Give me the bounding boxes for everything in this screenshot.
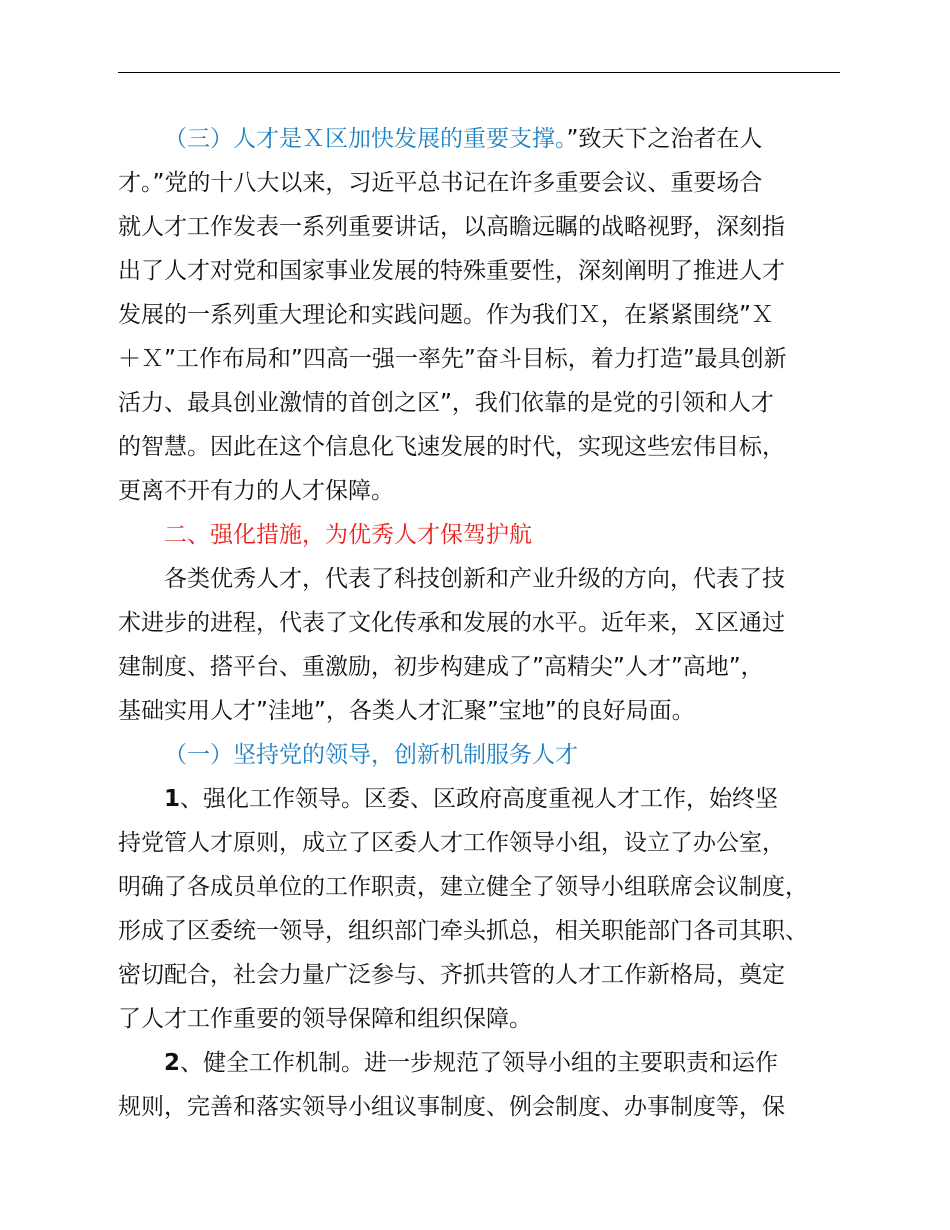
- paragraph-line: [118, 425, 843, 469]
- text-run: 出了人才对党和国家事业发展的特殊重要性，深刻阐明了推进人才: [118, 258, 785, 284]
- text-run: 、强化工作领导。区委、区政府高度重视人才工作，始终坚: [180, 786, 779, 812]
- paragraph-line: [118, 205, 843, 249]
- paragraph-line: [118, 513, 843, 557]
- item-number: 2: [164, 1050, 181, 1076]
- paragraph-line: [118, 909, 843, 953]
- paragraph-line: [118, 161, 843, 205]
- paragraph-line: [118, 249, 843, 293]
- paragraph-line: [118, 117, 843, 161]
- text-run: 、健全工作机制。进一步规范了领导小组的主要职责和运作: [180, 1050, 779, 1076]
- paragraph-line: [118, 381, 843, 425]
- text-run: ＋Ｘ”工作布局和”四高一强一率先”奋斗目标，着力打造”最具创新: [118, 346, 787, 372]
- paragraph-line: [118, 1085, 843, 1129]
- header-rule: [118, 72, 840, 73]
- text-run: 规则，完善和落实领导小组议事制度、例会制度、办事制度等，保: [118, 1094, 785, 1120]
- text-run: 建制度、搭平台、重激励，初步构建成了”高精尖”人才”高地”，: [118, 654, 764, 680]
- paragraph-line: [118, 601, 843, 645]
- text-run: 的智慧。因此在这个信息化飞速发展的时代，实现这些宏伟目标，: [118, 434, 785, 460]
- section-heading-red: 二、强化措施，为优秀人才保驾护航: [164, 522, 532, 548]
- paragraph-line: [118, 469, 843, 513]
- paragraph-line: [118, 1041, 843, 1085]
- paragraph-line: [118, 953, 843, 997]
- section-heading-blue: （一）坚持党的领导，创新机制服务人才: [164, 742, 578, 768]
- text-run: 更离不开有力的人才保障。: [118, 478, 394, 504]
- text-run: 形成了区委统一领导，组织部门牵头抓总，相关职能部门各司其职、: [118, 918, 808, 944]
- item-number: 1: [164, 786, 181, 812]
- paragraph-line: [118, 293, 843, 337]
- paragraph-line: [118, 645, 843, 689]
- paragraph-line: [118, 997, 843, 1041]
- text-run: 发展的一系列重大理论和实践问题。作为我们Ｘ，在紧紧围绕”Ｘ: [118, 302, 774, 328]
- text-run: 术进步的进程，代表了文化传承和发展的水平。近年来，Ｘ区通过: [118, 610, 785, 636]
- paragraph-line: [118, 821, 843, 865]
- text-run: 密切配合，社会力量广泛参与、齐抓共管的人才工作新格局，奠定: [118, 962, 785, 988]
- paragraph-line: [118, 337, 843, 381]
- paragraph-line: [118, 733, 843, 777]
- text-run: 就人才工作发表一系列重要讲话，以高瞻远瞩的战略视野，深刻指: [118, 214, 785, 240]
- document-body: [118, 117, 843, 1129]
- paragraph-line: [118, 689, 843, 733]
- text-run: 了人才工作重要的领导保障和组织保障。: [118, 1006, 532, 1032]
- section-heading-blue: （三）人才是Ｘ区加快发展的重要支撑。: [164, 126, 567, 152]
- paragraph-line: [118, 865, 843, 909]
- text-run: 才。”党的十八大以来，习近平总书记在许多重要会议、重要场合: [118, 170, 763, 196]
- text-run: 活力、最具创业激情的首创之区”，我们依靠的是党的引领和人才: [118, 390, 774, 416]
- text-run: 持党管人才原则，成立了区委人才工作领导小组，设立了办公室，: [118, 830, 785, 856]
- text-run: 明确了各成员单位的工作职责，建立健全了领导小组联席会议制度，: [118, 874, 808, 900]
- text-run: 基础实用人才”洼地”，各类人才汇聚”宝地”的良好局面。: [118, 698, 695, 724]
- paragraph-line: [118, 777, 843, 821]
- paragraph-line: [118, 557, 843, 601]
- text-run: ”致天下之治者在人: [566, 126, 763, 152]
- text-run: 各类优秀人才，代表了科技创新和产业升级的方向，代表了技: [164, 566, 785, 592]
